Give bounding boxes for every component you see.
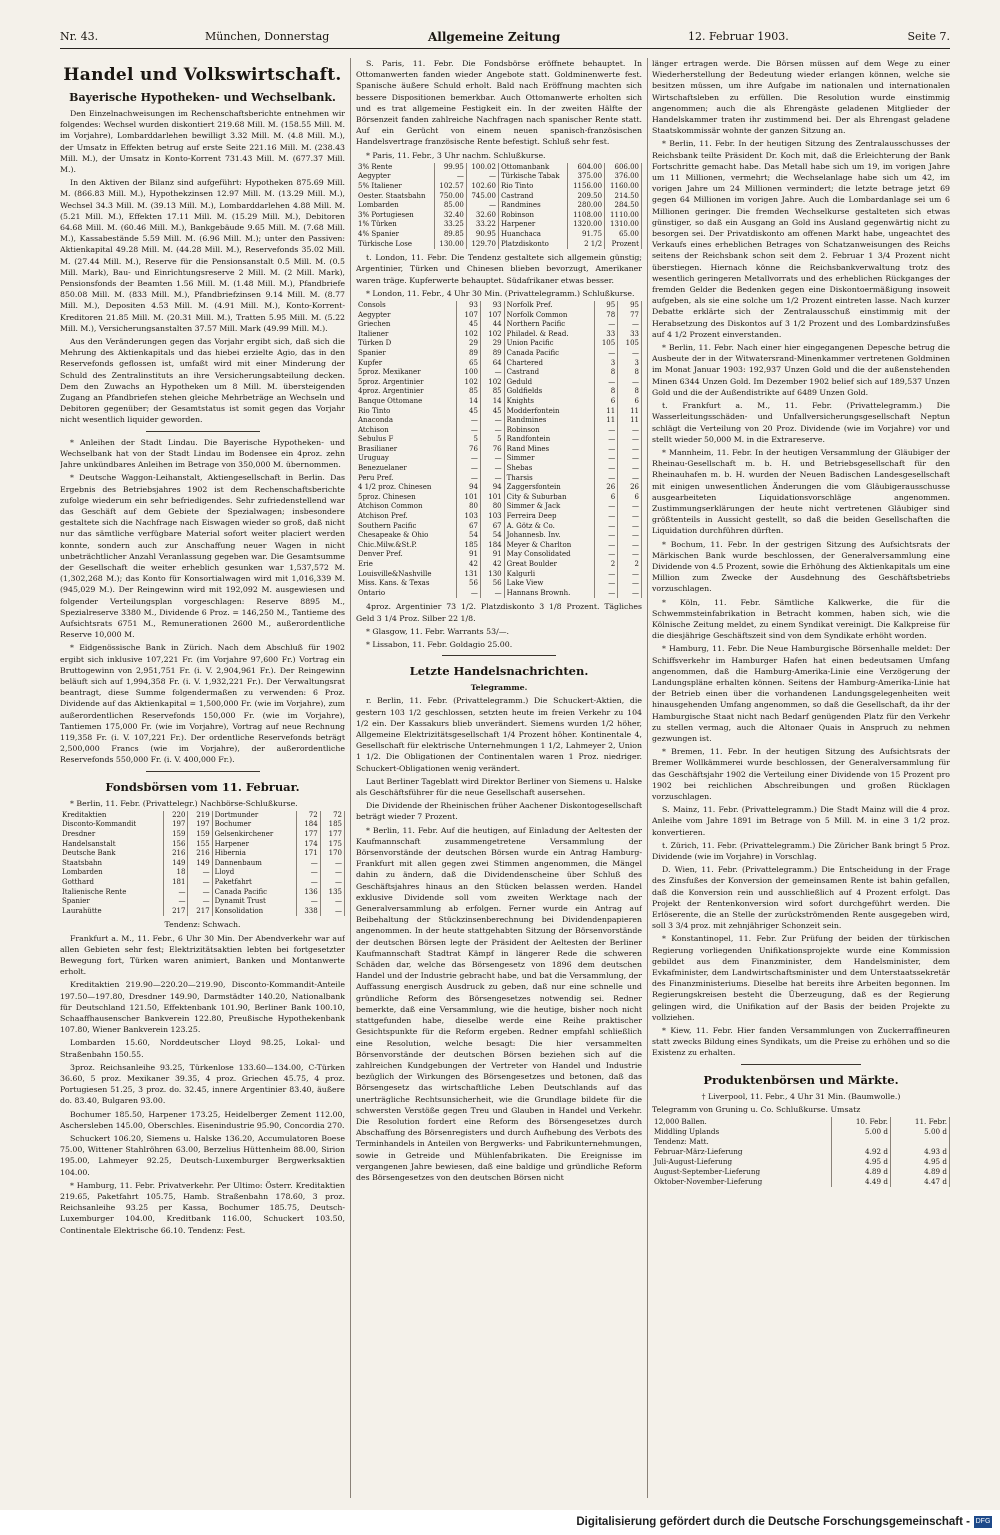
column-divider xyxy=(350,58,351,1498)
paragraph: Bochumer 185.50, Harpener 173.25, Heidelberger Zement 112.00, Aschersleben 145.00, Oberschles. Eisenindustrie 95.90, Concordia 270. xyxy=(60,1109,345,1130)
paragraph: * Hamburg, 11. Febr. Privatverkehr. Per Ultimo: Österr. Kreditaktien 219.65, Paketfahrt 105.75, Hamb. Straßenbahn 178.60, 3 proz. Reichsanleihe 93.25 per Kassa, Bochumer 185.75, Deutsch-Luxemburger 104.00, Kreditbank 116.00, Schuckert 103.50, Continentale Elektrische 66.10. Tendenz: Fest. xyxy=(60,1180,345,1235)
table-row: Kupfer 65 64 Chartered 3 3 xyxy=(356,359,642,369)
liverpool-cotton-table xyxy=(652,1117,950,1187)
separator xyxy=(146,431,260,432)
table-row: Türken D 29 29 Union Pacific 105 105 xyxy=(356,339,642,349)
table-row: Banque Ottomane 14 14 Knights 6 6 xyxy=(356,397,642,407)
paragraph: Laut Berliner Tageblatt wird Direktor Berliner von Siemens u. Halske als Geschäftsführer für die neue Gesellschaft ausersehen. xyxy=(356,776,642,798)
column-1 xyxy=(60,58,345,1498)
paragraph: * Anleihen der Stadt Lindau. Die Bayerische Hypotheken- und Wechselbank hat von der Stadt Lindau im Bodensee ein 4proz. zehn Jahre unkündbares Anleihen im Betrage von 350,000 M. übernommen. xyxy=(60,437,345,470)
table-row: Dresdner 159 159 Gelsenkirchener 177 177 xyxy=(60,830,345,840)
subsection-title: Telegramme. xyxy=(470,683,528,693)
paragraph: * Berlin, 11. Febr. Nach einer hier eingegangenen Depesche betrug die Ausbeute der in der Witwatersrand-Minenkammer vertretenen Goldminen im Monat Januar 1903: 192,937 Unzen Gold und die der außenstehenden Minen 6344 Unzen Gold. Im Dezember 1902 belief sich auf 189,537 Unzen Gold und die der Außendistrikte auf 6489 Unzen Gold. xyxy=(652,343,950,397)
table-row: Aegypter — — Türkische Tabak 375.00 376.00 xyxy=(356,172,642,182)
table-row: Rio Tinto 45 45 Modderfontein 11 11 xyxy=(356,407,642,417)
separator xyxy=(741,1064,860,1065)
paragraph: * Berlin, 11. Febr. (Privattelegr.) Nachbörse-Schlußkurse. xyxy=(70,798,298,808)
paragraph: * Bochum, 11. Febr. In der gestrigen Sitzung des Aufsichtsrats der Märkischen Bank wurde beschlossen, der Generalversammlung eine Dividende von 4.5 Prozent, sowie die Erhöhung des Aktienkapitals um eine Million zum Zwecke der Ausdehnung des Geschäftsbetriebs vorzuschlagen. xyxy=(652,539,950,594)
paragraph: Frankfurt a. M., 11. Febr., 6 Uhr 30 Min. Der Abendverkehr war auf allen Gebieten sehr fest; Elektrizitätsaktien lebten bei fortgesetzter Bewegung fort, Türken waren animiert, Banken und Montanwerte erholt. xyxy=(60,933,345,977)
paragraph: 3proz. Reichsanleihe 93.25, Türkenlose 133.60—134.00, C-Türken 36.60, 5 proz. Mexikaner 39.35, 4 proz. Griechen 45.75, 4 proz. Portugiesen 51.25, 3 proz. do. 32.45, innere Argentinier 83.40, äußere do. 83.40, Bulgaren 93.00. xyxy=(60,1062,345,1106)
table-row: 5proz. Argentinier 102 102 Geduld — — xyxy=(356,378,642,388)
table-row: Consols 93 93 Norfolk Pref. 95 95 xyxy=(356,301,642,311)
paragraph: * Kiew, 11. Febr. Hier fanden Versammlungen von Zuckerraffineuren statt zwecks Bildung eines Syndikats, um die Preise zu erhöhen und so die Existenz zu erhalten. xyxy=(652,1026,950,1058)
masthead: Allgemeine Zeitung xyxy=(428,30,561,44)
issue-number: Nr. 43. xyxy=(60,30,99,43)
paragraph: In den Aktiven der Bilanz sind aufgeführt: Hypotheken 875.69 Mill. M. (866.83 Mill. M.), Hypothekzinsen 12.97 Mill. M. (13.29 Mill. M.), Wechsel 34.3 Mill. M. (39.13 Mill. M.), Lombarddarlehen 4.88 Mill. M. (5.21 Mill. M.), Effekten 17.11 Mill. M. (15.29 Mill. M.), Debitoren 64.68 Mill. M. (60.46 Mill. M.), Bankgebäude 9.65 Mill. M. (7.68 Mill. M.), Kassabestände 5.59 Mill. M. (6.96 Mill. M.); unter den Passiven: Aktienkapital 49.28 Mill. M. (44.28 Mill. M.), Reservefonds 35.02 Mill. M. (27.44 Mill. M.), Reserve für die Pensionsanstalt 0.5 Mill. M. (0.5 Mill. Mark), Bau- und Einrichtungsreserve 2 Mill. M. (2 Mill. Mark), Pensionsfonds der Beamten 1.56 Mill. M. (1.48 Mill. M.), Pfandbriefe 850.08 Mill. M. (833 Mill. M.), Pfandbriefzinsen 9.14 Mill. M. (8.77 Mill. M.), Depositen 4.53 Mill. M. (4.91 Mill. M.), Konto-Korrent-Kreditoren 21.85 Mill. M. (20.31 Mill. M.), Tratten 5.95 Mill. M. (5.22 Mill. M.), Versicherungsanstalten 37.57 Mill. Mark (49.99 Mill. M.). xyxy=(60,178,345,333)
table-row: Gotthard 181 — Paketfahrt — — xyxy=(60,878,345,888)
table-row: Italiener 102 102 Philadel. & Read. 33 33 xyxy=(356,330,642,340)
paragraph: Den Einzelnachweisungen im Rechenschaftsberichte entnehmen wir folgendes: Wechsel wurden diskontiert 219.68 Mill. M. (158.55 Mill. M. im Vorjahre), Lombarddarlehen bewilligt 3.32 Mill. M. (4.8 Mill. M.), der Umsatz in Effekten betrug auf erste Seite 221.16 Mill. M. (238.43 Mill. M.), der Umsatz in Konto-Korrent 731.43 Mill. M. (677.37 Mill. M.). xyxy=(60,109,345,175)
table-row: Ontario — — Hannans Brownh. — — xyxy=(356,589,642,599)
paris-quotes-table xyxy=(356,163,642,249)
dfg-logo: DFG xyxy=(974,1516,992,1528)
page-number: Seite 7. xyxy=(907,30,950,43)
table-row: Spanier 89 89 Canada Pacific — — xyxy=(356,349,642,359)
paragraph: t. Zürich, 11. Febr. (Privattelegramm.) Die Züricher Bank bringt 5 Proz. Dividende (wie im Vorjahre) in Vorschlag. xyxy=(652,840,950,862)
issue-place: München, Donnerstag xyxy=(205,30,330,43)
table-row: Atchison Pref. 103 103 Ferreira Deep — — xyxy=(356,512,642,522)
table-row: 5proz. Chinesen 101 101 City & Suburban 6 6 xyxy=(356,493,642,503)
table-row: Türkische Lose 130.00 129.70 Platzdiskonto 2 1/2 Prozent xyxy=(356,240,642,250)
section-title: Fondsbörsen vom 11. Februar. xyxy=(105,779,300,794)
table-row: Chesapeake & Ohio 54 54 Johannesb. Inv. — — xyxy=(356,531,642,541)
paragraph: t. London, 11. Febr. Die Tendenz gestaltete sich allgemein günstig; Argentinier, Türken und Chinesen blieben bevorzugt, Amerikaner waren träge. Kupferwerte behauptet. Südafrikaner etwas besser. xyxy=(356,253,642,285)
paragraph: Die Dividende der Rheinischen früher Aachener Diskontogesellschaft beträgt wieder 7 Prozent. xyxy=(356,801,642,822)
paragraph: * Eidgenössische Bank in Zürich. Nach dem Abschluß für 1902 ergibt sich inklusive 107,221 Fr. (im Vorjahre 97,600 Fr.) Vortrag ein Bruttogewinn von 2,951,751 Fr. (i. V. 2,904,961 Fr.). Der Reingewinn beläuft sich auf 1,994,358 Fr. (i. V. 1,932,221 Fr.). Der Verwaltungsrat beantragt, diese Summe folgendermaßen zu verwenden: 6 Proz. Dividende auf das Aktienkapital = 1,500,000 Fr. (wie im Vorjahre), zum außerordentlichen Reservefonds 150,000 Fr. (wie im Vorjahre), Tantiemen 175,000 Fr. (wie im Vorjahre), Vortrag auf neue Rechnung 119,358 Fr. (i. V. 107,221 Fr.). Der ordentliche Reservefonds beträgt 2,500,000 Francs (wie im Vorjahre), der außerordentliche Reservefonds 550,000 Fr. (i. V. 400,000 Fr.). xyxy=(60,643,345,765)
table-row: Louisville&Nashville 131 130 Kalgurli — — xyxy=(356,570,642,580)
table-row: Tendenz: Matt. xyxy=(652,1137,950,1147)
table-row: Spanier — — Dynamit Trust — — xyxy=(60,897,345,907)
paragraph: Lombarden 15.60, Norddeutscher Lloyd 98.25, Lokal- und Straßenbahn 150.55. xyxy=(60,1038,345,1059)
article-title: Bayerische Hypotheken- und Wechselbank. xyxy=(69,91,336,104)
table-row: Anaconda — — Randmines 11 11 xyxy=(356,416,642,426)
digitization-footer xyxy=(0,1510,1000,1535)
table-row: Disconto-Kommandit 197 197 Bochumer 184 185 xyxy=(60,820,345,830)
table-row: Sebulus F 5 5 Randfontein — — xyxy=(356,435,642,445)
paragraph: Schuckert 106.20, Siemens u. Halske 136.20, Accumulatoren Boese 75.00, Wittener Stahlröhren 63.00, Berzelius Hüttenheim 88.00, Sirion 195.00, Lahmeyer 92.25, Deutsch-Luxemburger Bergwerksaktien 104.00. xyxy=(60,1133,345,1177)
table-row: Middling Uplands 5.00 d 5.00 d xyxy=(652,1127,950,1137)
paragraph: länger ertragen werde. Die Börsen müssen auf dem Wege zu einer Wiederherstellung der Bedeutung wieder erlangen können, welche sie besitzen müssen, um ihre Aufgabe im nationalen und internationalen Wirtschaftsleben zu erfüllen. Die Resolution wurde einstimmig angenommen; auch die als Ehrengäste geladenen Mitglieder der Handelskammer traten ihr zustimmend bei. Der als Ehrengast geladene Staatskommissär wohnte der ganzen Sitzung an. xyxy=(652,59,950,136)
table-row: Italienische Rente — — Canada Pacific 136 135 xyxy=(60,888,345,898)
table-row: Miss. Kans. & Texas 56 56 Lake View — — xyxy=(356,579,642,589)
column-3 xyxy=(652,58,950,1498)
table-row: Oester. Staatsbahn 750.00 745.00 Castrand 209.50 214.50 xyxy=(356,192,642,202)
berlin-quotes-table xyxy=(60,811,345,917)
paragraph: Telegramm von Gruning u. Co. Schlußkurse. Umsatz xyxy=(652,1104,861,1114)
table-row: 4 1/2 proz. Chinesen 94 94 Zaggersfontein 26 26 xyxy=(356,483,642,493)
paragraph: * Paris, 11. Febr., 3 Uhr nachm. Schlußkurse. xyxy=(366,150,546,160)
table-row: Laurahütte 217 217 Konsolidation 338 — xyxy=(60,907,345,917)
paragraph: S. Mainz, 11. Febr. (Privattelegramm.) Die Stadt Mainz will die 4 proz. Anleihe vom Jahre 1891 im Betrage von 5 Mill. M. in eine 3 1/2 proz. konvertieren. xyxy=(652,805,950,837)
table-row: Southern Pacific 67 67 A. Götz & Co. — — xyxy=(356,522,642,532)
table-row: 4% Spanier 89.85 90.95 Huanchaca 91.75 65.00 xyxy=(356,230,642,240)
paragraph: * London, 11. Febr., 4 Uhr 30 Min. (Privattelegramm.) Schlußkurse. xyxy=(366,288,635,298)
table-row: Atchison — — Robinson — — xyxy=(356,426,642,436)
column-2 xyxy=(356,58,642,1498)
table-row: Lombarden 18 — Lloyd — — xyxy=(60,868,345,878)
table-row: Handelsanstalt 156 155 Harpener 174 175 xyxy=(60,840,345,850)
paragraph: * Lissabon, 11. Febr. Goldagio 25.00. xyxy=(366,640,513,649)
table-row: Brasilianer 76 76 Rand Mines — — xyxy=(356,445,642,455)
table-row: Deutsche Bank 216 216 Hibernia 171 170 xyxy=(60,849,345,859)
paragraph: D. Wien, 11. Febr. (Privattelegramm.) Die Entscheidung in der Frage des Zinsfußes der Konversion der gemeinsamen Rente ist bahin gefallen, daß die Konversion rein und ausschließlich auf 4 Prozent erfolgt. Das Projekt der Rentenkonversion wird sofort durchgeführt werden. Die Erlöserente, die an Stelle der zurückströmenden Rente ausgegeben wird, soll 3 3/4 proz. mit zehnjähriger Schonzeit sein. xyxy=(652,865,950,931)
paragraph: † Liverpool, 11. Febr., 4 Uhr 31 Min. (Baumwolle.) xyxy=(701,1091,901,1101)
paragraph: r. Berlin, 11. Febr. (Privattelegramm.) Die Schuckert-Aktien, die gestern 103 1/2 geschlossen, setzten heute im freien Verkehr zu 104 1/2 ein. Der Kassakurs blieb unverändert. Siemens wurden 1/2 höher, Allgemeine Elektrizitätsgesellschaft 1/4 Prozent höher. Kontinentale 4, Gesellschaft für elektrische Unternehmungen 1 1/2, Lahmeyer 2, Union 1 1/2. Die Obligationen der Continentalen waren 1 Proz. niedriger. Schuckert-Obligationen wenig verändert. xyxy=(356,696,642,773)
table-row: 5proz. Mexikaner 100 — Castrand 8 8 xyxy=(356,368,642,378)
table-row: Chic.Milw.&St.P. 185 184 Meyer & Charlton — — xyxy=(356,541,642,551)
paragraph: * Glasgow, 11. Febr. Warrants 53/—. xyxy=(366,626,509,636)
footer-credit: Digitalisierung gefördert durch die Deutsche Forschungsgemeinschaft - xyxy=(576,1516,970,1528)
header-rule xyxy=(60,48,950,49)
paragraph: * Hamburg, 11. Febr. Die Neue Hamburgische Börsenhalle meldet: Der Schiffsverkehr im Hamburger Hafen hat einen bedeutsamen Umfang angenommen, daß die Hamburg-Amerika-Linie eine Verzögerung der Landungspläne erhalten können. Seitens der Hamburg-Amerika-Linie hat der Betrieb einen über die vorhandenen Landungsgelegenheiten weit hinausgehenden Umfang angenommen, so daß die Gesellschaft, da ihr der Hamburgische Staat nicht nach Bedarf genügenden Platz für den Verkehr zu stellen vermag, auch die Altonaer Quais in Anspruch zu nehmen gezwungen ist. xyxy=(652,644,950,743)
london-quotes-table xyxy=(356,301,642,598)
table-row: Februar-März-Lieferung 4.92 d 4.93 d xyxy=(652,1147,950,1157)
table-row: Denver Pref. 91 91 May Consolidated — — xyxy=(356,550,642,560)
table-row: 5% Italiener 102.57 102.60 Rio Tinto 1156.00 1160.00 xyxy=(356,182,642,192)
table-row: 1% Türken 33.25 33.22 Harpener 1320.00 1310.00 xyxy=(356,220,642,230)
separator xyxy=(146,771,260,772)
paragraph: * Deutsche Waggon-Leihanstalt, Aktiengesellschaft in Berlin. Das Ergebnis des Betriebsjahres 1902 ist dem Rechenschaftsberichte zufolge wiederum ein sehr befriedigendes. Sehr zufriedenstellend war das Geschäft auf dem Gebiete der Spezialwagen; insbesondere gestaltete sich die Nachfrage nach Eiswagen wieder so groß, daß nicht nur das sämtliche verfügbare Material sofort weiter placiert werden konnte, sondern auch zur Anschaffung neuer Wagen in nicht unbeträchtlicher Anzahl Veranlassung gegeben war. Die Gesamtsumme der Gesellschaft die weiter erheblich gesunken war 1,537,572 M. (1,302,268 M.); das Konto für Konsortialwagen wird mit 1,016,339 M. (945,029 M.). Der Reingewinn wird mit 192,092 M. ausgewiesen und folgender Verteilungsplan vorgeschlagen: Reserve 8895 M., Spezialreserve 3380 M., Dividende 6 Proz. = 146,250 M., Tantieme des Aufsichtsrats 6751 M., Remunerationen 2600 M., außerordentliche Reserve 10,000 M. xyxy=(60,473,345,640)
section-title: Handel und Volkswirtschaft. xyxy=(63,65,342,85)
table-row: Lombarden 85.00 — Randmines 280.00 284.50 xyxy=(356,201,642,211)
paragraph: Aus den Veränderungen gegen das Vorjahr ergibt sich, daß sich die Mehrung des Aktienkapitals und das hiebei erzielte Agio, das in den Reservefonds geflossen ist, umfaßt wird mit einer Minderung der Schuld des Zentralinstituts an ihre Versicherungsabteilung decken. Dem den Zuwachs an Hypotheken um 8 Mill. M. übersteigenden Zugang an Pfandbriefen stehen gleiche Mehrbeträge an Wechseln und Debitoren gegenüber; der Gesamtstatus ist somit gegen das Vorjahr nicht wesentlich liquider geworden. xyxy=(60,337,345,425)
paragraph: * Konstantinopel, 11. Febr. Zur Prüfung der beiden der türkischen Regierung vorliegenden Unifikationsprojekte wurde eine Kommission gebildet aus dem Finanzminister, dem Handelsminister, dem Evkafminister, dem Landwirtschaftsminister und dem Unterstaatssekretär des Finanzministeriums. Dieselbe hat bereits ihre Arbeiten begonnen. Im Regierungskreisen besteht die Überzeugung, daß es der Regierung gelingen wird, die Unifikation auf der Basis der beiden Projekte zu vollziehen. xyxy=(652,934,950,1022)
section-title: Letzte Handelsnachrichten. xyxy=(409,664,589,679)
table-row: 3% Portugiesen 32.40 32.60 Robinson 1108.00 1110.00 xyxy=(356,211,642,221)
paragraph: * Berlin, 11. Febr. In der heutigen Sitzung des Zentralausschusses der Reichsbank teilte Präsident Dr. Koch mit, daß die Erleichterung der Bank Fortschritte gemacht habe. Das Metall habe sich um 19, im vorigen Jahre um 11 Millionen, vermehrt; die Wechselanlage habe sich um 42, im vorigen Jahre um 24 Millionen vermindert; die letzte betrage jetzt 69 gegen 64 Millionen im vorigen Jahre. Auch die Lombardanlage sei um 6 Millionen geringer. Die fremden Wechselkurse gestalteten sich etwas günstiger, so daß ein Ausgang an Gold ins Ausland gegenwärtig nicht zu besorgen sei. Der Privatdiskonto am offenen Markt habe, ungeachtet des Verkaufs eines erheblichen Betrages von Schatzanweisungen des Reichs seitens der Reichsbank schon seit dem 2. Februar 1 3/4 Prozent nicht überstiegen. Hiernach könne die Reichsbankverwaltung trotz des wesentlich geringeren Metallvorrats und des erheblichen Rückganges der fremden Gelder die Bedenken gegen eine Diskontoermäßigung insoweit aufgeben, als sie eine solche um 1/2 Prozent eintreten lasse. Nach kurzer Debatte erklärte sich der Zentralausschuß einstimmig mit der Herabsetzung des Diskontos auf 3 1/2 Prozent und des Lombardzinsfußes auf 4 1/2 Prozent einverstanden. xyxy=(652,139,950,339)
table-row: Uruguay — — Simmer — — xyxy=(356,454,642,464)
table-row: Aegypter 107 107 Norfolk Common 78 77 xyxy=(356,311,642,321)
paragraph: t. Frankfurt a. M., 11. Febr. (Privattelegramm.) Die Wasserleitungsschäden- und Unfallversicherungsgesellschaft Neptun schlägt die Verteilung von 20 Proz. Dividende (wie im Vorjahre) vor und stellt wieder 50,000 M. in die Extrareserve. xyxy=(652,401,950,444)
issue-date: 12. Februar 1903. xyxy=(688,30,789,43)
paragraph: 4proz. Argentinier 73 1/2. Platzdiskonto 3 1/8 Prozent. Tägliches Geld 3 1/4 Proz. Silber 22 1/8. xyxy=(356,602,642,623)
paragraph: * Bremen, 11. Febr. In der heutigen Sitzung des Aufsichtsrats der Bremer Wollkämmerei wurde beschlossen, der Generalversammlung für das Geschäftsjahr 1902 die Verteilung einer Dividende von 15 Prozent pro 1902 bei reichlichen Abschreibungen und großen Rücklagen vorzuschlagen. xyxy=(652,747,950,801)
table-row: 3% Rente 99.95 100.02 Ottomanbank 604.00 606.00 xyxy=(356,163,642,173)
paragraph: * Berlin, 11. Febr. Auf die heutigen, auf Einladung der Aeltesten der Kaufmannschaft zusammengetretene Versammlung der Börsenvorstände der deutschen Börsen wurde ein Antrag Hamburg-Frankfurt mit allen gegen zwei Stimmen angenommen, die Mängel dahin zu ändern, daß die Dividendenscheine über Schluß des Geschäftsjahres hinaus an den Stücken belassen werden. Handel exklusive Dividende soll vom zweiten Werktage nach der Generalversammlung ab erfolgen. Ferner wurde ein Antrag auf Beibehaltung der Stückzinsenberechnung bei Dividendenpapieren angenommen. In der heute stattgehabten Sitzung der Börsenvorstände der deutschen Börsen legte der Präsident der Aeltesten der Berliner Kaufmannschaft Stadtrat Kämpf in längerer Rede die schweren Schäden dar, welche das Börsengesetz von 1896 dem deutschen Handel und der Industrie gebracht habe, und bat die Versammlung, der Auffassung energisch Ausdruck zu geben, daß nur eine schnelle und gründliche Reform des Börsengesetzes notwendig sei. Redner bemerkte, daß eine Versammlung, wie die heutige, bisher noch nicht stattgefunden habe, dieselbe werde eine Reihe praktischer Gesichtspunkte für die Reform ergeben. Redner empfahl schließlich eine Resolution, welche besagt: Die hier versammelten Börsenvorstände der deutschen Börsen beziehen sich auf die zahlreichen Kundgebungen der Vertreter von Handel und Industrie bezüglich der Wirkungen des Börsengesetzes und betonen, daß das Börsengesetz das wirtschaftliche Leben Deutschlands auf das unerträgliche Rechtsunsicherheit, wie die Grundlage bildete für die schwersten Verstöße gegen Treu und Glauben in Handel und Verkehr. Die Resolution fordert eine Reform des Börsengesetzes durch Abschaffung des Börsenregisters und durch Aufhebung des Verbots des Terminhandels in Anteilen von Bergwerks- und Fabrikunternehmungen, sowie in Getreide und Mühlenfabrikaten. Die Ereignisse im vergangenen Jahre bewiesen, daß eine baldige und gründliche Reform des Börsengesetzes von den deutschen Börsen nicht xyxy=(356,825,642,1182)
paragraph: * Köln, 11. Febr. Sämtliche Kalkwerke, die für die Schwemmsteinfabrikation in Betracht kommen, haben sich, wie die Kölnische Zeitung meldet, zu einem Syndikat vereinigt. Die Kalkpreise für die diesjährige Geschäftszeit sind von dem Syndikate erhöht worden. xyxy=(652,597,950,641)
tendency-note: Tendenz: Schwach. xyxy=(164,920,241,930)
table-row: 4proz. Argentinier 85 85 Goldfields 8 8 xyxy=(356,387,642,397)
table-row: Kreditaktien 220 219 Dortmunder 72 72 xyxy=(60,811,345,821)
table-row: Griechen 45 44 Northern Pacific — — xyxy=(356,320,642,330)
separator xyxy=(442,655,556,656)
table-row: August-September-Lieferung 4.89 d 4.89 d xyxy=(652,1167,950,1177)
table-row: Benezuelaner — — Shebas — — xyxy=(356,464,642,474)
page-header xyxy=(60,30,950,46)
table-row: Peru Pref. — — Tharsis — — xyxy=(356,474,642,484)
paragraph: * Mannheim, 11. Febr. In der heutigen Versammlung der Gläubiger der Rheinau-Gesellschaft m. b. H. und Betriebsgesellschaft für den Rheinauhafen m. b. H. wurden der Neuen Badischen Landesgesellschaft mit einigen unwesentlichen Änderungen die vom Gläubigerausschusse ausgearbeiteten Liquidationsvorschläge angenommen. Zustimmungserklärungen der heute nicht vertretenen Gläubiger sind größtenteils in Aussicht gestellt, so daß die beiden Gesellschaften die Liquidation durchführen dürften. xyxy=(652,447,950,536)
table-row: Juli-August-Lieferung 4.95 d 4.95 d xyxy=(652,1157,950,1167)
table-row: Oktober-November-Lieferung 4.49 d 4.47 d xyxy=(652,1177,950,1187)
section-title: Produktenbörsen und Märkte. xyxy=(703,1072,899,1087)
table-row: Erie 42 42 Great Boulder 2 2 xyxy=(356,560,642,570)
table-row: Staatsbahn 149 149 Dannenbaum — — xyxy=(60,859,345,869)
paragraph: S. Paris, 11. Febr. Die Fondsbörse eröffnete behauptet. In Ottomanwerten fanden wieder Angebote statt. Goldminenwerte fest. Spanische äußere Schuld erholt. Bald nach Eröffnung machten sich bessere Dispositionen bemerkbar. Auch Ottomanwerte erholten sich und es trat allgemeine Festigkeit ein. In der zweiten Hälfte der Börsenzeit fanden zahlreiche Nachfragen nach spanischer Rente statt. Auf ein Gerücht von einem neuen spanisch-französischen Handelsvertrage französische Rente befestigt. Schluß sehr fest. xyxy=(356,59,642,147)
column-divider xyxy=(647,58,648,1498)
table-header-row: 12,000 Ballen. 10. Febr. 11. Febr. xyxy=(652,1117,950,1127)
table-row: Atchison Common 80 80 Simmer & Jack — — xyxy=(356,502,642,512)
paragraph: Kreditaktien 219.90—220.20—219.90, Disconto-Kommandit-Anteile 197.50—197.80, Dresdner 149.90, Darmstädter 140.20, Nationalbank für Deutschland 121.50, Effektenbank 101.90, Berliner Bank 100.10, Schaaffhausenscher Bankverein 122.80, Preußische Hypothekenbank 107.80, Wiener Bankverein 123.25. xyxy=(60,980,345,1035)
